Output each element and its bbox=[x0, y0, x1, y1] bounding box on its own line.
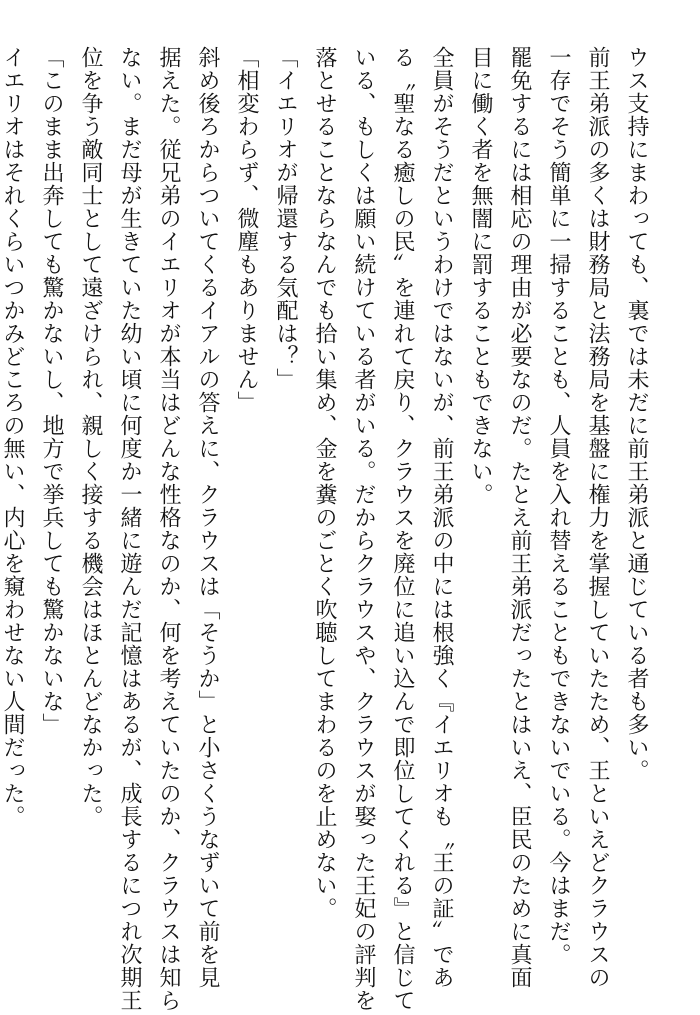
text-line-5: 目に働く者を無闇に罰することもできない。 bbox=[468, 46, 493, 506]
text-line-13: 据えた。従兄弟のイエリオが本当はどんな性格なのか、何を考えていたのか、クラウスは知ら bbox=[156, 46, 181, 1012]
text-line-3: 一存でそう簡単に一掃することも、人員を入れ替えることもできないでいる。今はまだ。 bbox=[546, 46, 571, 966]
dialogue-line-10: 「イエリオが帰還する気配は？」 bbox=[273, 46, 298, 391]
dialogue-line-16: 「このまま出奔しても驚かないし、地方で挙兵しても驚かないな」 bbox=[39, 46, 64, 736]
text-line-8: いる、もしくは願い続けている者がいる。だからクラウスや、クラウスが娶った王妃の評判を bbox=[351, 46, 376, 1012]
text-line-12: 斜め後ろからついてくるイアルの答えに、クラウスは「そうか」と小さくうなずいて前を見 bbox=[195, 46, 220, 989]
vertical-text-body bbox=[0, 46, 656, 1012]
text-line-14: ない。まだ母が生きていた幼い頃に何度か一緒に遊んだ記憶はあるが、成長するにつれ次期王 bbox=[117, 46, 142, 1012]
text-line-4: 罷免するには相応の理由が必要なのだ。たとえ前王弟派だったとはいえ、臣民のために真面 bbox=[507, 46, 532, 989]
text-line-2: 前王弟派の多くは財務局と法務局を基盤に権力を掌握していたため、王といえどクラウスの bbox=[585, 46, 610, 989]
dialogue-line-11: 「相変わらず、微塵もありません」 bbox=[234, 46, 259, 414]
text-line-6: 全員がそうだというわけではないが、前王弟派の中には根強く『イエリオも〝王の証〟であ bbox=[429, 46, 454, 989]
text-line-15: 位を争う敵同士として遠ざけられ、親しく接する機会はほとんどなかった。 bbox=[78, 46, 103, 828]
text-line-9: 落とせることならなんでも拾い集め、金を糞のごとく吹聴してまわるのを止めない。 bbox=[312, 46, 337, 920]
text-line-1: ウス支持にまわっても、裏では未だに前王弟派と通じている者も多い。 bbox=[624, 46, 649, 782]
text-line-7: る〝聖なる癒しの民〟を連れて戻り、クラウスを廃位に追い込んで即位してくれる』と信じて bbox=[390, 46, 415, 1012]
text-line-17: イエリオはそれくらいつかみどころの無い、内心を窺わせない人間だった。 bbox=[0, 46, 25, 828]
